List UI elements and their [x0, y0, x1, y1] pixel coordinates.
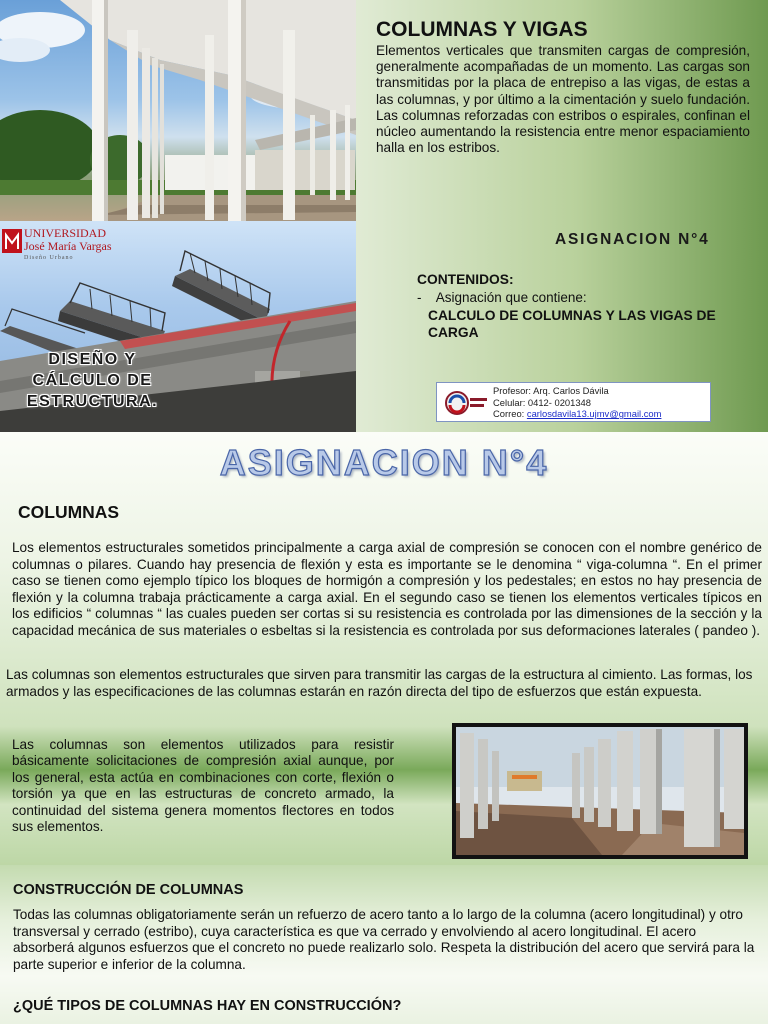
- email-link[interactable]: carlosdavila13.ujmv@gmail.com: [526, 408, 662, 420]
- columns-heading: COLUMNAS: [18, 502, 120, 522]
- contents-item: - Asignación que contiene:: [417, 290, 587, 305]
- column-types-question: ¿QUÉ TIPOS DE COLUMNAS HAY EN CONSTRUCCIÓN?: [13, 998, 402, 1014]
- phone-line: Celular: 0412- 0201348: [493, 396, 591, 408]
- columns-panel: [0, 432, 768, 865]
- course-overlay-title: [0, 349, 185, 412]
- course-title-line3: ESTRUCTURA.: [26, 393, 159, 410]
- design-logo-icon: [445, 388, 489, 418]
- university-line3: Diseño Urbano: [24, 255, 74, 261]
- construction-heading: CONSTRUCCIÓN DE COLUMNAS: [13, 882, 244, 898]
- university-line1: UNIVERSIDAD: [24, 226, 106, 240]
- email-line: [493, 408, 661, 420]
- colonnade-illustration: [0, 0, 356, 221]
- cover-panel: [0, 0, 768, 432]
- contact-lines: [493, 385, 661, 420]
- course-title-line1: DISEÑO Y: [48, 351, 137, 368]
- contents-label: CONTENIDOS:: [417, 272, 514, 287]
- columns-site-illustration: [452, 723, 748, 859]
- columns-definition-paragraph: Los elementos estructurales sometidos principalmente a carga axial de compresión se conocen con el nombre genérico de columnas o pilares. Cuando hay presencia de flexión y esta es importante se le denomina “ viga-columna “. En el primer caso se tienen como ejemplo típico los bloques de hormigón a compresión y los pedestales; en estos no hay presencia de flexión y la columna trabaja prácticamente a carga axial. En el segundo caso se tienen los elementos verticales típicos en los edificios “ columnas “ las cuales pueden ser cortas si su resistencia es controlada por las dimensiones de la sección y la capacidad mecánica de sus materiales o esbeltas si la resistencia es controlada por sus deformaciones laterales ( pandeo ).: [12, 540, 762, 638]
- colonnade-photo: [0, 0, 356, 221]
- email-label: Correo:: [493, 408, 527, 420]
- construction-panel: [0, 865, 768, 1024]
- professor-line: Profesor: Arq. Carlos Dávila: [493, 385, 609, 396]
- precast-beams-photo: [0, 221, 356, 432]
- course-title-line2: CÁLCULO DE: [32, 372, 153, 389]
- cover-title: COLUMNAS Y VIGAS: [376, 18, 588, 41]
- columns-loads-paragraph: Las columnas son elementos utilizados para resistir básicamente solicitaciones de compresión axial aunque, por los general, esta actúa en combinaciones con corte, flexión o torsión ya que en las estructuras de concreto armado, la continuidad del sistema genera momentos flectores en todos sus elementos.: [12, 737, 394, 835]
- university-line2: José María Vargas: [24, 238, 112, 253]
- columns-purpose-paragraph: Las columnas son elementos estructurales que sirven para transmitir las cargas de la estructura al cimiento. Las formas, los armados y las especificaciones de las columnas estarán en razón directa del tipo de esfuerzos que están expuesta.: [6, 667, 753, 699]
- contact-card: [436, 382, 711, 422]
- construction-paragraph: Todas las columnas obligatoriamente serán un refuerzo de acero tanto a lo largo de la columna (acero longitudinal) y otro transversal y cerrado (estribo), cuya característica es que va cerrado y envolviendo al acero longitudinal. El acero absorberá algunos esfuerzos que el concreto no puede realizarlo solo. Respeta la distribución del acero que servirá para la parte superior e inferior de la columna.: [13, 907, 755, 972]
- assignment-label: ASIGNACION N°4: [555, 231, 710, 248]
- cover-description: Elementos verticales que transmiten cargas de compresión, generalmente acompañadas de un momento. Las cargas son transmitidas por la placa de entrepiso a las vigas, de estas a las columnas, y por último a la cimentación y suelo fundación. Las columnas reforzadas con estribos o espirales, confinan el núcleo aumentando la resistencia entre menor espaciamiento halla en los estribos.: [376, 43, 750, 156]
- concrete-columns-photo: [452, 723, 748, 859]
- contents-topic: CALCULO DE COLUMNAS Y LAS VIGAS DE CARGA: [428, 308, 716, 340]
- university-crest-icon: [2, 229, 22, 253]
- assignment-banner: ASIGNACION N°4: [219, 442, 549, 483]
- university-logo: [2, 226, 114, 261]
- university-name: [24, 227, 112, 265]
